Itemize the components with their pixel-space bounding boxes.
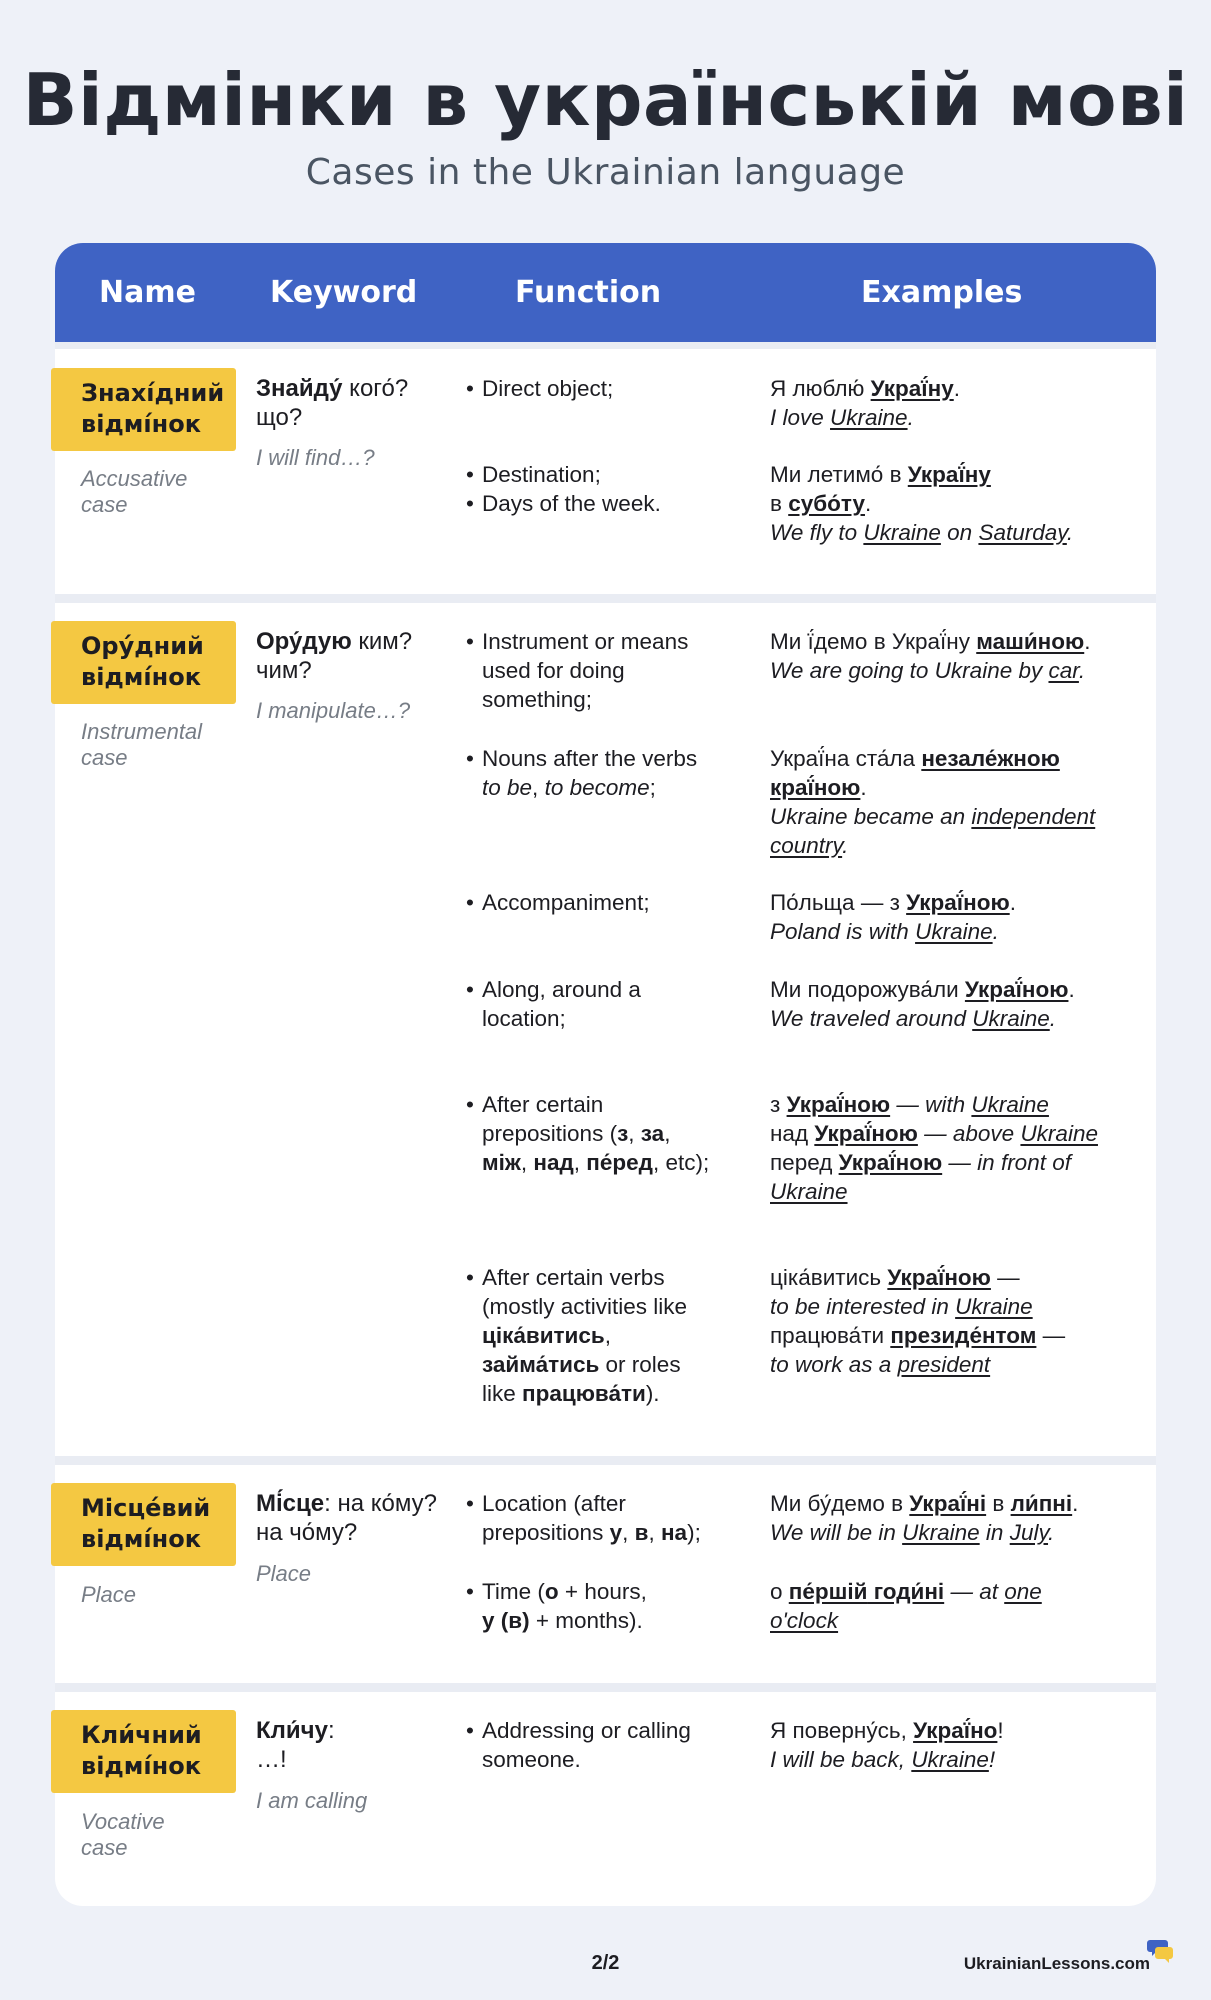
keyword-gloss: I am calling <box>256 1788 368 1813</box>
case-english: Accusative case <box>81 466 188 517</box>
column-header-name: Name <box>99 275 196 310</box>
page-number: 2/2 <box>591 1952 620 1974</box>
function-item: • Time (о + hours, у (в) + months). <box>466 1579 647 1633</box>
example: ціка́витись Украї́ною — to be interested in Ukraine працюва́ти президе́нтом — to work as a president <box>770 1265 1066 1377</box>
function-item: • Addressing or calling someone. <box>466 1718 691 1772</box>
example: Ми летимо́ в Украї́ну в субо́ту. We fly to Ukraine on Saturday. <box>770 462 1074 545</box>
example: Украї́на ста́ла незале́жною краї́ною. Ukraine became an independent country. <box>770 746 1096 858</box>
page-title: Відмінки в українській мові <box>22 58 1189 142</box>
case-name: Знахі́дний <box>81 379 225 407</box>
keyword-gloss: I will find…? <box>256 445 375 470</box>
example: По́льща — з Украї́ною. Poland is with Ukraine. <box>770 890 1016 944</box>
example: з Украї́ною — with Ukraine над Украї́ною — above Ukraine перед Украї́ною — in front of Ukraine <box>770 1092 1098 1204</box>
column-header-examples: Examples <box>861 275 1023 310</box>
case-name-badge <box>51 368 236 451</box>
keyword: Ору́дую ким? чим? <box>256 628 413 684</box>
keyword-gloss: I manipulate…? <box>256 698 411 723</box>
brand-link[interactable]: UkrainianLessons.com <box>963 1954 1150 1973</box>
speech-bubbles-icon <box>1147 1936 1175 1964</box>
function-item: • Direct object; <box>466 376 614 401</box>
case-name: відмі́нок <box>81 1752 201 1780</box>
case-name: відмі́нок <box>81 1525 201 1553</box>
keyword: Знайду́ кого́? що? <box>256 375 409 431</box>
case-english: Place <box>81 1582 137 1607</box>
page-subtitle: Cases in the Ukrainian language <box>305 152 906 193</box>
example: Я поверну́сь, Украї́но! I will be back, Ukraine! <box>770 1718 1004 1772</box>
function-item: • Accompaniment; <box>466 890 650 915</box>
case-name: Місце́вий <box>81 1494 211 1522</box>
column-header-keyword: Keyword <box>270 275 418 310</box>
example: Я люблю́ Украї́ну. I love Ukraine. <box>770 376 960 430</box>
case-name-badge <box>51 1710 236 1793</box>
case-name-badge <box>51 621 236 704</box>
row-divider <box>55 594 1156 603</box>
case-name: Кли́чний <box>81 1721 202 1749</box>
example: Ми подорожува́ли Украї́ною. We traveled around Ukraine. <box>770 977 1075 1031</box>
example: Ми ї́демо в Украї́ну маши́ною. We are going to Ukraine by car. <box>770 629 1091 683</box>
case-name: відмі́нок <box>81 410 201 438</box>
example: о пе́ршій годи́ні — at one o'clock <box>770 1579 1042 1633</box>
row-divider <box>55 1683 1156 1692</box>
case-name: Ору́дний <box>81 632 204 660</box>
row-divider <box>55 1456 1156 1465</box>
function-item: • Instrument or means used for doing something; <box>466 629 689 712</box>
case-english: Instrumental case <box>81 719 203 770</box>
row-divider <box>55 342 1156 349</box>
column-header-function: Function <box>515 275 662 310</box>
table-header <box>55 243 1156 342</box>
case-english: Vocative case <box>81 1809 165 1860</box>
keyword: Кли́чу: …! <box>256 1717 335 1773</box>
keyword: Мі́сце: на ко́му? на чо́му? <box>256 1490 437 1546</box>
function-item: • Along, around a location; <box>466 977 641 1031</box>
function-item: • Destination; <box>466 462 601 487</box>
example: Ми бу́демо в Украї́ні в ли́пні. We will be in Ukraine in July. <box>770 1491 1079 1545</box>
keyword-gloss: Place <box>256 1561 312 1586</box>
function-item: • Nouns after the verbs to be, to become; <box>466 746 698 800</box>
function-item: • After certain verbs (mostly activities like ціка́витись, займа́тись or roles like працюва́ти). <box>466 1265 688 1406</box>
case-name: відмі́нок <box>81 663 201 691</box>
function-item: • Days of the week. <box>466 491 661 516</box>
function-item: • After certain prepositions (з, за, між, над, пе́ред, etc); <box>466 1092 710 1175</box>
case-name-badge <box>51 1483 236 1566</box>
function-item: • Location (after prepositions у, в, на); <box>466 1491 701 1545</box>
